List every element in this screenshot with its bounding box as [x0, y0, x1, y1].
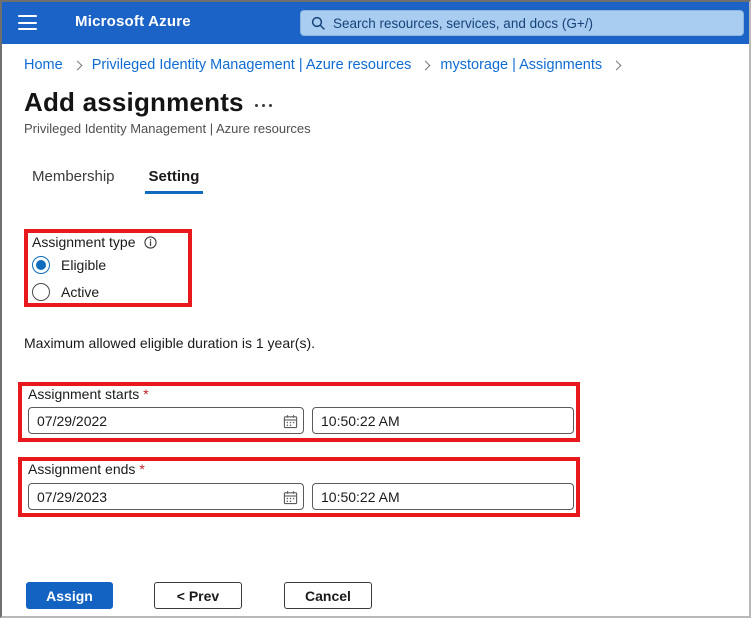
breadcrumb-mystorage-assignments[interactable]: mystorage | Assignments — [440, 57, 603, 73]
max-duration-note: Maximum allowed eligible duration is 1 year(s). — [24, 335, 316, 351]
top-bar — [2, 2, 749, 44]
search-icon — [311, 16, 325, 30]
start-date-field — [28, 407, 304, 434]
radio-active-control[interactable] — [32, 283, 50, 301]
breadcrumb — [24, 57, 739, 73]
radio-eligible[interactable] — [32, 256, 106, 274]
global-search[interactable] — [300, 10, 744, 36]
breadcrumb-home[interactable]: Home — [24, 57, 63, 73]
more-options-icon[interactable] — [255, 102, 277, 108]
end-date-input[interactable] — [28, 483, 304, 510]
calendar-icon[interactable] — [282, 413, 298, 429]
assignment-ends-label — [28, 461, 145, 477]
info-icon[interactable] — [144, 236, 157, 249]
assignment-type-label — [32, 234, 157, 250]
page-title: Add assignments — [24, 87, 244, 117]
assign-button[interactable]: Assign — [26, 582, 113, 609]
required-asterisk: * — [139, 461, 145, 477]
radio-active-label: Active — [61, 284, 100, 300]
assignment-starts-label — [28, 386, 149, 402]
page-subtitle: Privileged Identity Management | Azure resources — [24, 121, 311, 136]
chevron-right-icon — [421, 60, 431, 70]
radio-eligible-label: Eligible — [61, 257, 107, 273]
start-time-input[interactable] — [312, 407, 574, 434]
tab-setting[interactable]: Setting — [145, 168, 204, 194]
radio-active[interactable] — [32, 283, 99, 301]
breadcrumb-pim[interactable]: Privileged Identity Management | Azure resources — [91, 57, 412, 73]
assignment-ends-label-text: Assignment ends — [28, 461, 136, 477]
calendar-icon[interactable] — [282, 489, 298, 505]
tab-bar — [32, 168, 203, 194]
chevron-right-icon — [72, 60, 82, 70]
assignment-type-label-text: Assignment type — [32, 234, 136, 250]
start-date-input[interactable] — [28, 407, 304, 434]
radio-eligible-control[interactable] — [32, 256, 50, 274]
prev-button[interactable]: < Prev — [154, 582, 242, 609]
required-asterisk: * — [143, 386, 149, 402]
end-date-field — [28, 483, 304, 510]
chevron-right-icon — [612, 60, 622, 70]
end-time-input[interactable] — [312, 483, 574, 510]
brand-title[interactable]: Microsoft Azure — [75, 13, 191, 30]
tab-membership[interactable]: Membership — [32, 168, 115, 185]
hamburger-menu-icon[interactable] — [18, 15, 37, 30]
assignment-starts-label-text: Assignment starts — [28, 386, 140, 402]
search-input[interactable] — [333, 16, 743, 31]
cancel-button[interactable]: Cancel — [284, 582, 372, 609]
